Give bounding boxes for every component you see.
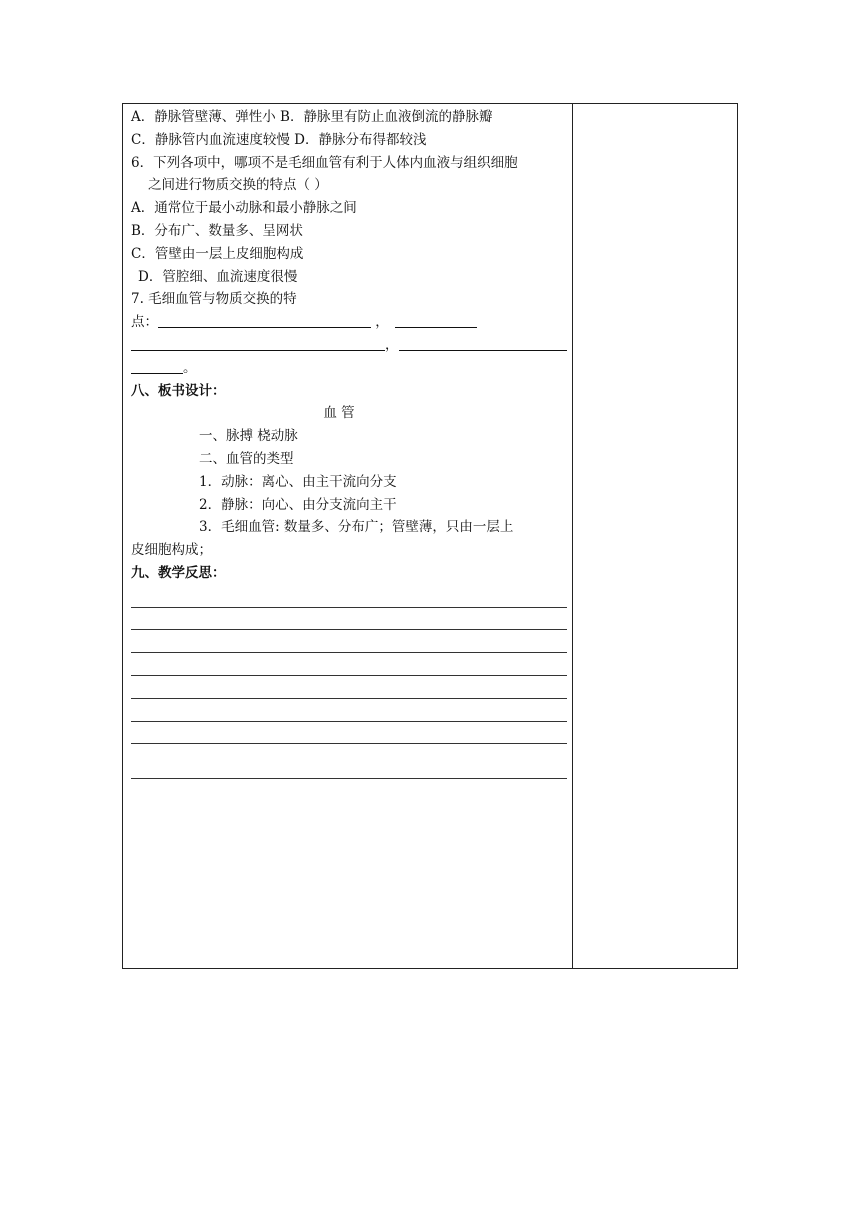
q6-option-a: A．通常位于最小动脉和最小静脉之间	[131, 200, 357, 217]
fill-blank[interactable]	[399, 336, 567, 351]
fill-blank[interactable]	[131, 359, 183, 374]
q5-options-ab: A．静脉管壁薄、弹性小 B．静脉里有防止血液倒流的静脉瓣	[131, 109, 493, 125]
q6-option-b: B．分布广、数量多、呈网状	[131, 222, 303, 239]
q6-option-c: C．管壁由一层上皮细胞构成	[131, 245, 304, 262]
main-content-cell	[131, 106, 567, 779]
reflection-line[interactable]	[131, 722, 567, 745]
board-line-5: 3．毛细血管: 数量多、分布广；管壁薄，只由一层上	[199, 519, 514, 536]
q7-blank-line3	[131, 357, 567, 380]
reflection-line[interactable]	[131, 585, 567, 608]
board-line-4: 2．静脉：向心、由分支流向主干	[199, 496, 397, 513]
reflection-line[interactable]	[131, 699, 567, 722]
q7-comma: ，	[385, 336, 399, 353]
q5-options-cd: C．静脉管内血流速度较慢 D．静脉分布得都较浅	[131, 131, 427, 148]
board-line-3: 1．动脉：离心、由主干流向分支	[199, 473, 397, 490]
q6-option-d: D．管腔细、血流速度很慢	[138, 268, 298, 285]
fill-blank[interactable]	[395, 313, 477, 328]
reflection-line[interactable]	[131, 676, 567, 699]
q7-stem: 7. 毛细血管与物质交换的特	[131, 291, 297, 308]
board-title: 血 管	[323, 405, 355, 422]
q6-stem-line2: 之间进行物质交换的特点（ ）	[148, 177, 328, 194]
board-line-1: 一、脉搏 桡动脉	[199, 428, 298, 445]
board-design-heading: 八、板书设计：	[131, 382, 226, 399]
q7-prefix: 点：	[131, 314, 158, 331]
q7-blank-line1	[131, 311, 567, 334]
fill-blank[interactable]	[131, 336, 385, 351]
fill-blank[interactable]	[158, 313, 371, 328]
lesson-table	[122, 103, 738, 969]
board-line-2: 二、血管的类型	[199, 450, 294, 467]
q7-comma: ，	[371, 314, 389, 331]
notes-column-cell	[573, 104, 737, 968]
board-line-6: 皮细胞构成；	[131, 542, 212, 559]
q6-stem-line1: 6．下列各项中，哪项不是毛细血管有利于人体内血液与组织细胞	[131, 154, 518, 171]
reflection-heading: 九、教学反思：	[131, 564, 226, 581]
reflection-line[interactable]	[131, 744, 567, 779]
q7-blank-line2	[131, 334, 567, 357]
reflection-line[interactable]	[131, 608, 567, 631]
q7-end: 。	[183, 359, 197, 376]
reflection-line[interactable]	[131, 653, 567, 676]
reflection-line[interactable]	[131, 630, 567, 653]
